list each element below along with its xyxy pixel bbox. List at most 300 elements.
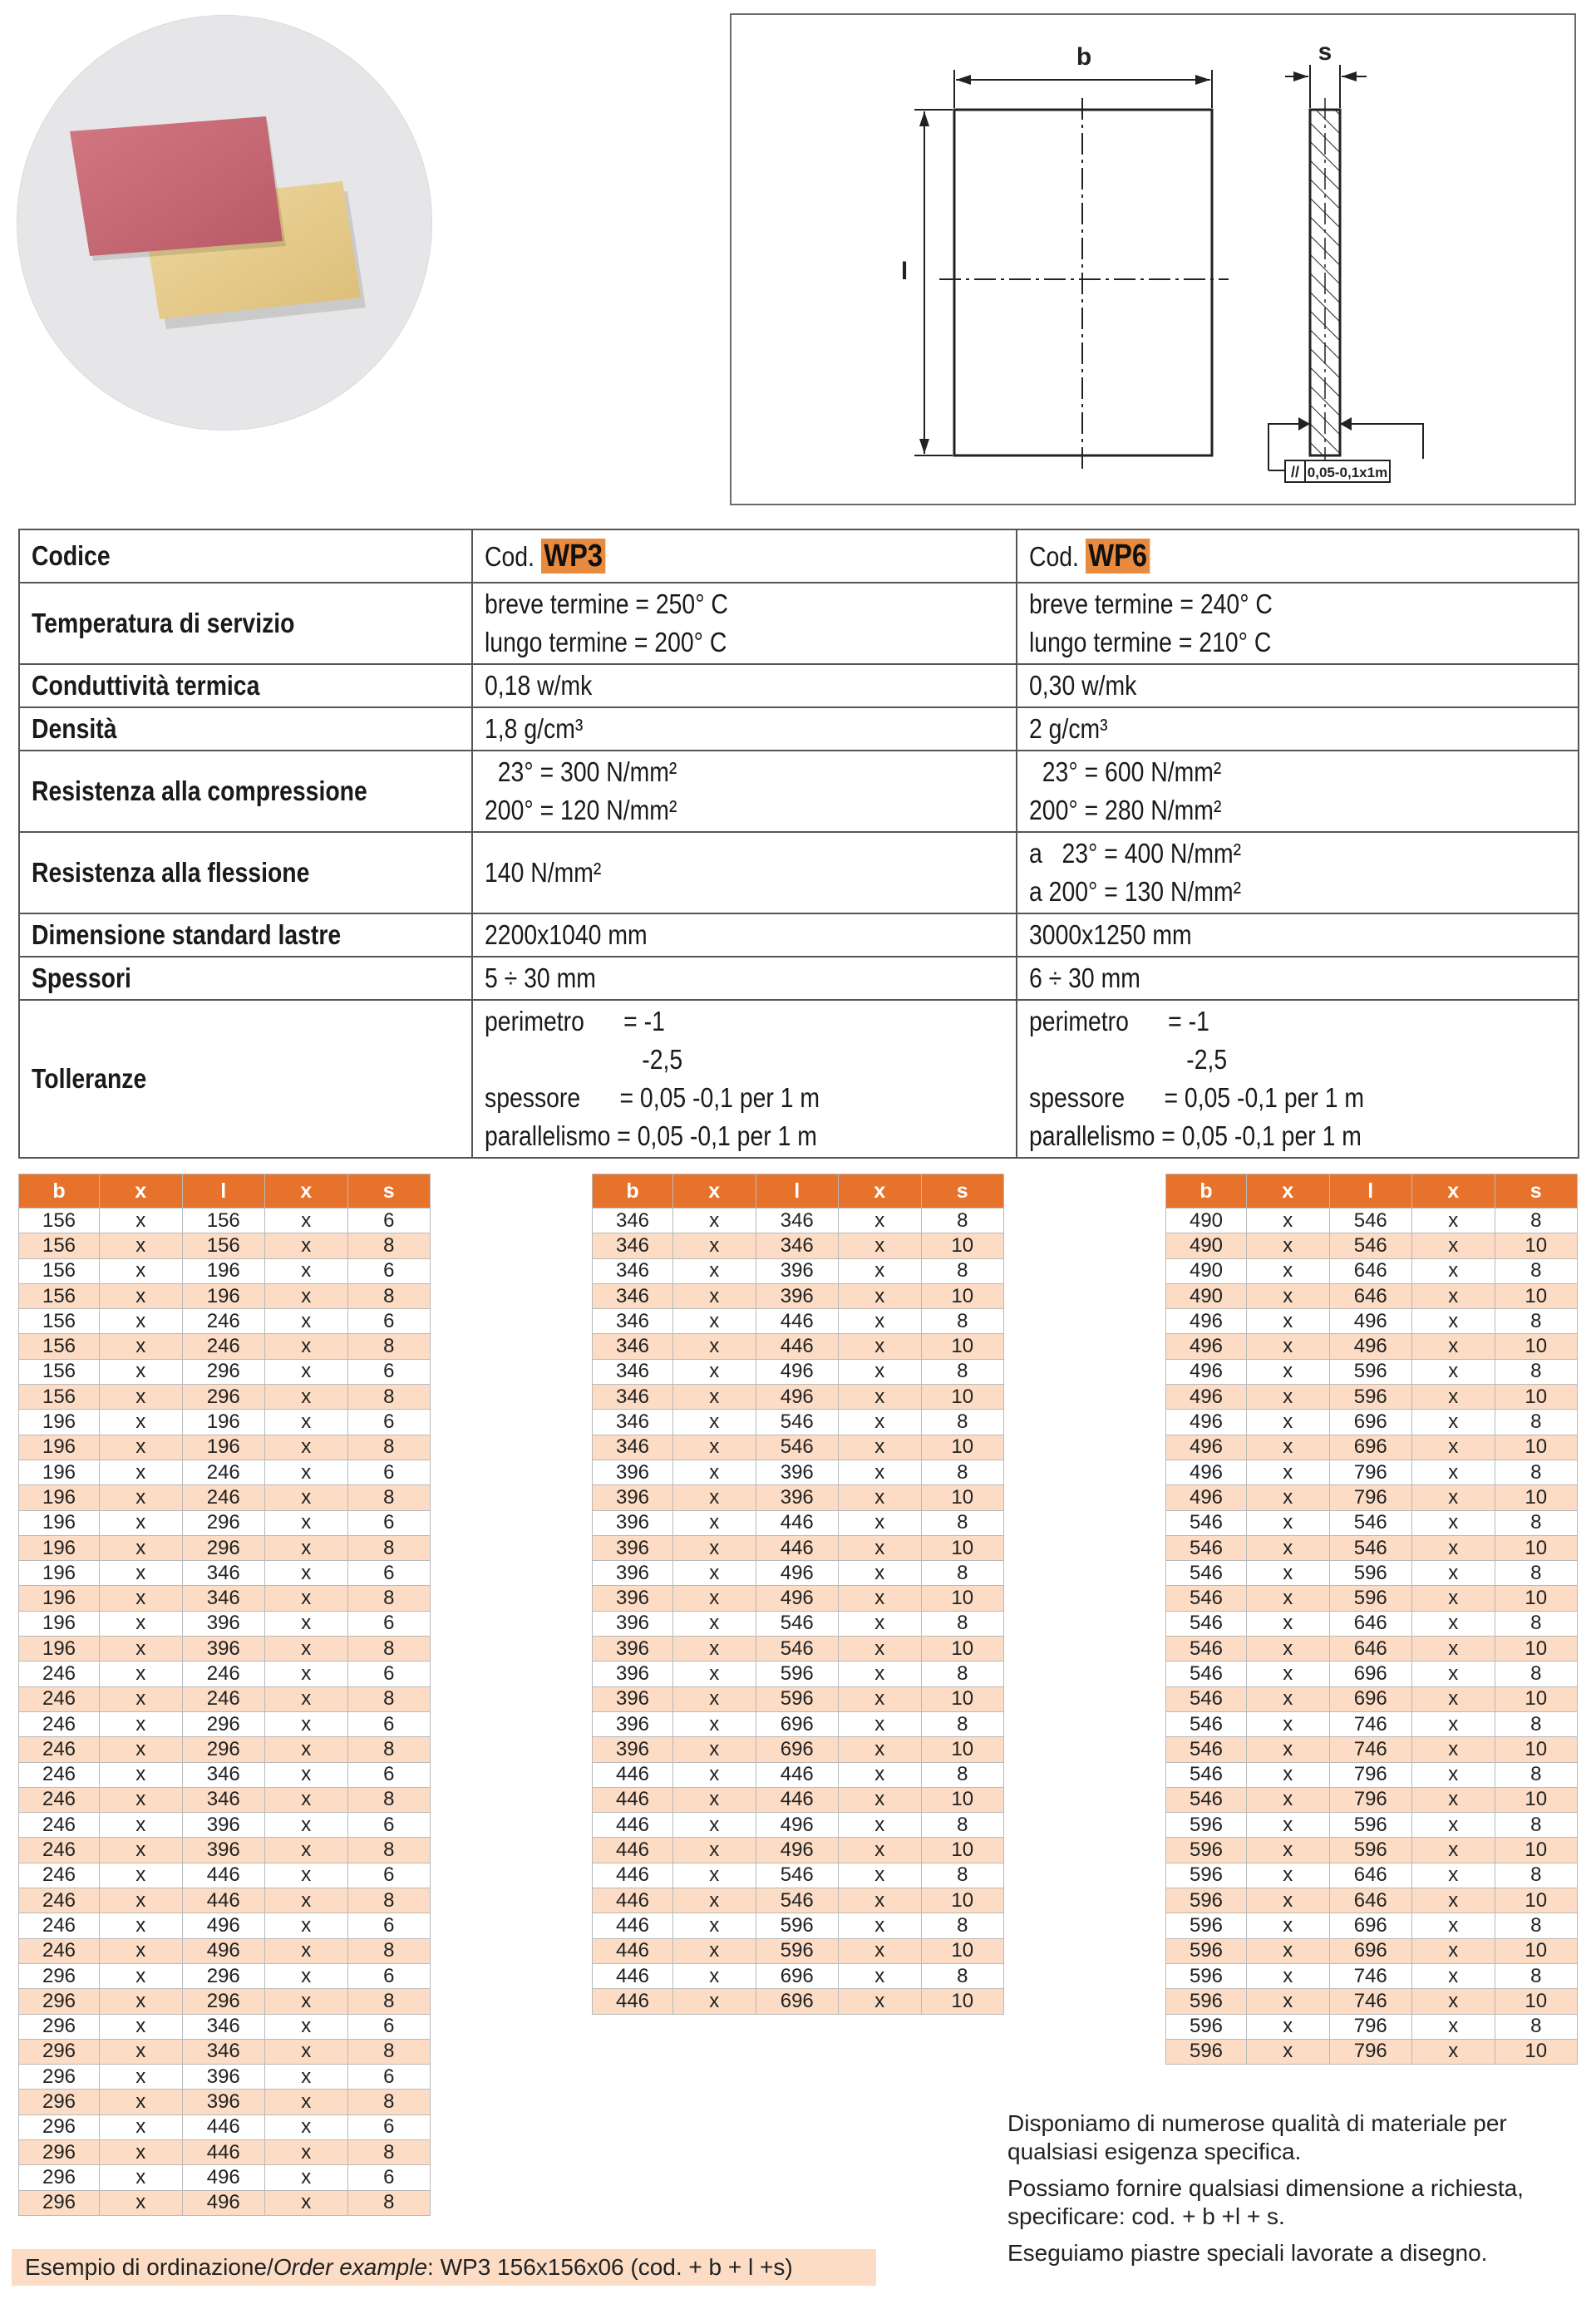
size-cell: 446 <box>593 1888 673 1913</box>
order-example-label-it: Esempio di ordinazione/ <box>25 2254 273 2280</box>
size-cell: 696 <box>1329 1913 1412 1938</box>
size-cell: x <box>100 1963 183 1988</box>
size-cell: 296 <box>19 2190 100 2215</box>
size-cell: 696 <box>756 1737 839 1762</box>
size-cell: 196 <box>19 1611 100 1636</box>
table-row <box>1166 1435 1578 1460</box>
size-header-x: x <box>100 1174 183 1209</box>
wp3-value-line: lungo termine = 200° C <box>485 627 727 657</box>
size-cell: x <box>100 2014 183 2039</box>
table-row <box>19 2114 431 2139</box>
size-cell: 10 <box>921 1385 1004 1410</box>
wp3-value-line: -2,5 <box>485 1044 683 1075</box>
size-cell: 396 <box>756 1258 839 1283</box>
table-row <box>19 1762 431 1787</box>
size-cell: 8 <box>347 2090 431 2114</box>
size-cell: 346 <box>593 1283 673 1308</box>
size-cell: 6 <box>347 1359 431 1384</box>
notes <box>1007 2109 1589 2276</box>
size-cell: 596 <box>756 1686 839 1711</box>
size-cell: 10 <box>1495 1233 1578 1258</box>
size-cell: x <box>1412 1686 1495 1711</box>
size-cell: 6 <box>347 1762 431 1787</box>
size-cell: 446 <box>182 2139 265 2164</box>
size-cell: 156 <box>19 1283 100 1308</box>
size-cell: 496 <box>1166 1410 1247 1435</box>
size-cell: 446 <box>593 1863 673 1888</box>
size-cell: x <box>1412 1233 1495 1258</box>
size-cell: 296 <box>19 2014 100 2039</box>
size-cell: x <box>673 1661 756 1686</box>
spec-header-label: Codice <box>32 540 111 571</box>
table-row <box>19 1258 431 1283</box>
size-cell: 6 <box>347 2114 431 2139</box>
wp3-value-line: 2200x1040 mm <box>485 919 648 950</box>
size-cell: 8 <box>1495 1863 1578 1888</box>
wp6-value-line: a 200° = 130 N/mm² <box>1029 876 1242 907</box>
size-cell: x <box>265 1209 348 1233</box>
size-cell: 346 <box>593 1233 673 1258</box>
size-cell: 296 <box>182 1989 265 2014</box>
size-cell: x <box>100 1938 183 1963</box>
wp6-value-line: 0,30 w/mk <box>1029 670 1137 701</box>
table-row <box>593 1410 1004 1435</box>
red-sheet <box>70 116 283 256</box>
size-cell: x <box>839 1460 922 1484</box>
size-cell: 8 <box>1495 1762 1578 1787</box>
size-cell: x <box>839 1888 922 1913</box>
spec-row <box>19 957 1579 1000</box>
size-cell: x <box>100 1813 183 1838</box>
size-cell: 546 <box>1329 1535 1412 1560</box>
size-cell: x <box>265 1989 348 2014</box>
size-cell: 296 <box>182 1359 265 1384</box>
size-cell: x <box>100 1485 183 1510</box>
size-cell: 596 <box>1329 1359 1412 1384</box>
size-cell: x <box>1247 1661 1330 1686</box>
size-cell: 746 <box>1329 1963 1412 1988</box>
spec-row <box>19 664 1579 707</box>
size-cell: 446 <box>756 1510 839 1535</box>
size-cell: x <box>839 1510 922 1535</box>
size-cell: 6 <box>347 1661 431 1686</box>
size-cell: x <box>673 1334 756 1359</box>
size-cell: 296 <box>182 1737 265 1762</box>
wp6-value-line: 6 ÷ 30 mm <box>1029 962 1140 993</box>
size-cell: 546 <box>1166 1561 1247 1586</box>
size-cell: 156 <box>19 1233 100 1258</box>
size-cell: 8 <box>347 1686 431 1711</box>
size-cell: x <box>265 1737 348 1762</box>
size-cell: 446 <box>756 1762 839 1787</box>
size-header-x: x <box>1412 1174 1495 1209</box>
size-cell: x <box>1247 1611 1330 1636</box>
table-row <box>593 1838 1004 1863</box>
size-cell: x <box>839 1838 922 1863</box>
size-cell: 8 <box>921 1863 1004 1888</box>
size-cell: 196 <box>19 1510 100 1535</box>
size-cell: x <box>100 1209 183 1233</box>
size-cell: x <box>839 1209 922 1233</box>
size-cell: 596 <box>1166 1989 1247 2014</box>
size-cell: 446 <box>756 1535 839 1560</box>
size-cell: 396 <box>593 1686 673 1711</box>
table-row <box>1166 1510 1578 1535</box>
size-cell: x <box>839 1938 922 1963</box>
size-cell: 696 <box>756 1989 839 2014</box>
size-cell: 496 <box>756 1561 839 1586</box>
note-materials: Disponiamo di numerose qualità di materiale per qualsiasi esigenza specifica. <box>1007 2110 1507 2164</box>
order-example-text: : WP3 156x156x06 (cod. + b + l +s) <box>427 2254 793 2280</box>
size-cell: 246 <box>19 1863 100 1888</box>
size-cell: x <box>1247 1711 1330 1736</box>
size-cell: 10 <box>921 1586 1004 1611</box>
size-cell: 10 <box>921 1637 1004 1661</box>
size-cell: x <box>100 2190 183 2215</box>
size-cell: x <box>1247 1485 1330 1510</box>
size-cell: x <box>100 1510 183 1535</box>
size-cell: 496 <box>182 1913 265 1938</box>
size-cell: 8 <box>1495 1711 1578 1736</box>
size-cell: 396 <box>593 1637 673 1661</box>
size-cell: x <box>1247 1989 1330 2014</box>
size-cell: 446 <box>593 1838 673 1863</box>
table-row <box>19 1561 431 1586</box>
size-cell: x <box>265 1535 348 1560</box>
size-cell: 546 <box>756 1863 839 1888</box>
table-row <box>1166 1334 1578 1359</box>
size-cell: x <box>1247 1586 1330 1611</box>
size-cell: x <box>265 1611 348 1636</box>
size-cell: 196 <box>19 1485 100 1510</box>
size-header-s: s <box>1495 1174 1578 1209</box>
table-row <box>19 1963 431 1988</box>
size-cell: 446 <box>593 1938 673 1963</box>
size-cell: x <box>100 1787 183 1812</box>
size-cell: 10 <box>1495 1787 1578 1812</box>
size-cell: 196 <box>19 1435 100 1460</box>
size-cell: x <box>100 1283 183 1308</box>
size-cell: x <box>1247 1813 1330 1838</box>
size-cell: 396 <box>182 1611 265 1636</box>
size-cell: 10 <box>1495 1989 1578 2014</box>
size-cell: 246 <box>19 1838 100 1863</box>
size-cell: 746 <box>1329 1737 1412 1762</box>
size-header-s: s <box>347 1174 431 1209</box>
spec-row-label: Resistenza alla compressione <box>32 775 367 806</box>
table-row <box>1166 1460 1578 1484</box>
size-cell: 6 <box>347 2165 431 2190</box>
size-header-l: l <box>756 1174 839 1209</box>
size-cell: x <box>673 1385 756 1410</box>
size-cell: x <box>673 1813 756 1838</box>
size-cell: x <box>100 1863 183 1888</box>
size-cell: 10 <box>1495 1888 1578 1913</box>
size-cell: 8 <box>1495 1661 1578 1686</box>
table-row <box>593 1787 1004 1812</box>
table-row <box>1166 1863 1578 1888</box>
size-cell: x <box>265 2039 348 2064</box>
size-cell: 496 <box>1166 1359 1247 1384</box>
table-row <box>1166 1838 1578 1863</box>
size-cell: 396 <box>593 1485 673 1510</box>
size-cell: 156 <box>19 1309 100 1334</box>
size-cell: x <box>100 1888 183 1913</box>
size-cell: 596 <box>1166 1838 1247 1863</box>
size-cell: x <box>1412 1586 1495 1611</box>
table-row <box>19 2065 431 2090</box>
table-row <box>593 1586 1004 1611</box>
wp3-value-line: parallelismo = 0,05 -0,1 per 1 m <box>485 1120 817 1151</box>
wp6-value-line: spessore = 0,05 -0,1 per 1 m <box>1029 1082 1365 1113</box>
size-cell: 396 <box>593 1711 673 1736</box>
size-cell: x <box>673 1485 756 1510</box>
size-cell: x <box>100 1233 183 1258</box>
size-cell: 696 <box>756 1711 839 1736</box>
table-row <box>593 1637 1004 1661</box>
dim-l-label: l <box>900 258 909 285</box>
table-row <box>19 1863 431 1888</box>
size-cell: 10 <box>1495 1535 1578 1560</box>
table-row <box>19 1309 431 1334</box>
size-cell: x <box>1412 1963 1495 1988</box>
size-table-header <box>19 1174 431 1209</box>
size-cell: x <box>1247 1838 1330 1863</box>
size-cell: x <box>1412 1913 1495 1938</box>
size-cell: 546 <box>1166 1510 1247 1535</box>
table-row <box>19 1283 431 1308</box>
table-row <box>593 1283 1004 1308</box>
table-row <box>19 1586 431 1611</box>
size-cell: x <box>100 1762 183 1787</box>
table-row <box>593 1435 1004 1460</box>
size-cell: x <box>265 1485 348 1510</box>
size-cell: 10 <box>1495 1586 1578 1611</box>
wp6-value-line: lungo termine = 210° C <box>1029 627 1272 657</box>
table-row <box>19 1334 431 1359</box>
table-row <box>1166 1485 1578 1510</box>
size-cell: x <box>1247 1561 1330 1586</box>
size-cell: x <box>265 2065 348 2090</box>
size-cell: 490 <box>1166 1283 1247 1308</box>
note-special-plates: Eseguiamo piastre speciali lavorate a disegno. <box>1007 2240 1488 2266</box>
size-cell: 8 <box>921 1661 1004 1686</box>
size-cell: x <box>265 1258 348 1283</box>
size-cell: 296 <box>182 1963 265 1988</box>
size-cell: x <box>265 1309 348 1334</box>
wp6-value-line: breve termine = 240° C <box>1029 588 1273 619</box>
size-cell: x <box>265 1863 348 1888</box>
size-cell: 446 <box>756 1787 839 1812</box>
table-row <box>19 1385 431 1410</box>
size-cell: 6 <box>347 1561 431 1586</box>
size-cell: 596 <box>1166 1938 1247 1963</box>
size-cell: 646 <box>1329 1888 1412 1913</box>
wp6-value-line: 2 g/cm³ <box>1029 713 1108 744</box>
table-row <box>1166 1661 1578 1686</box>
size-cell: x <box>1247 1410 1330 1435</box>
size-cell: 8 <box>1495 1913 1578 1938</box>
order-example-label-en: Order example <box>273 2254 428 2280</box>
size-cell: x <box>265 2090 348 2114</box>
size-cell: x <box>1247 1963 1330 1988</box>
size-cell: 496 <box>1166 1460 1247 1484</box>
size-cell: x <box>839 1334 922 1359</box>
size-cell: 496 <box>756 1586 839 1611</box>
table-row <box>19 2090 431 2114</box>
size-cell: x <box>839 1535 922 1560</box>
size-cell: 346 <box>182 1561 265 1586</box>
size-cell: 696 <box>1329 1410 1412 1435</box>
size-cell: x <box>100 1258 183 1283</box>
size-cell: x <box>100 1611 183 1636</box>
table-row <box>1166 1963 1578 1988</box>
table-row <box>1166 1787 1578 1812</box>
size-cell: 596 <box>1166 1813 1247 1838</box>
size-cell: x <box>265 1913 348 1938</box>
wp3-value-line: 140 N/mm² <box>485 857 602 888</box>
size-cell: 646 <box>1329 1637 1412 1661</box>
size-cell: 546 <box>1329 1233 1412 1258</box>
size-cell: x <box>673 1787 756 1812</box>
size-cell: 296 <box>19 2165 100 2190</box>
size-cell: 746 <box>1329 1711 1412 1736</box>
size-cell: 8 <box>347 1637 431 1661</box>
size-table-header <box>593 1174 1004 1209</box>
size-cell: 596 <box>756 1913 839 1938</box>
size-cell: 246 <box>182 1485 265 1510</box>
size-cell: 596 <box>1166 2039 1247 2064</box>
size-cell: 646 <box>1329 1258 1412 1283</box>
size-cell: x <box>265 1510 348 1535</box>
size-cell: x <box>1412 1209 1495 1233</box>
size-cell: 8 <box>921 1209 1004 1233</box>
size-cell: 196 <box>182 1258 265 1283</box>
size-cell: 296 <box>19 2065 100 2090</box>
table-row <box>19 1637 431 1661</box>
size-cell: x <box>673 1359 756 1384</box>
size-cell: 546 <box>756 1410 839 1435</box>
wp6-value-line: parallelismo = 0,05 -0,1 per 1 m <box>1029 1120 1362 1151</box>
size-cell: x <box>1247 1737 1330 1762</box>
size-cell: 546 <box>1166 1686 1247 1711</box>
spec-row-label: Dimensione standard lastre <box>32 919 342 950</box>
size-cell: 596 <box>756 1938 839 1963</box>
table-row <box>593 1762 1004 1787</box>
table-row <box>1166 1209 1578 1233</box>
size-cell: 396 <box>756 1485 839 1510</box>
size-cell: x <box>1247 1309 1330 1334</box>
size-cell: 246 <box>19 1888 100 1913</box>
size-cell: 796 <box>1329 1485 1412 1510</box>
size-cell: x <box>100 1435 183 1460</box>
size-cell: 296 <box>19 1963 100 1988</box>
size-cell: 396 <box>182 1813 265 1838</box>
table-row <box>1166 1611 1578 1636</box>
size-cell: 246 <box>19 1787 100 1812</box>
size-cell: x <box>265 1686 348 1711</box>
table-row <box>593 1737 1004 1762</box>
size-cell: 196 <box>19 1637 100 1661</box>
size-cell: 246 <box>19 1762 100 1787</box>
size-cell: 546 <box>756 1611 839 1636</box>
table-row <box>593 1913 1004 1938</box>
size-cell: 496 <box>1329 1309 1412 1334</box>
size-cell: 396 <box>593 1535 673 1560</box>
table-row <box>19 1485 431 1510</box>
size-cell: 546 <box>1329 1209 1412 1233</box>
size-cell: 10 <box>1495 1737 1578 1762</box>
size-cell: 8 <box>921 1309 1004 1334</box>
size-cell: 10 <box>1495 1938 1578 1963</box>
size-cell: 246 <box>182 1686 265 1711</box>
table-row <box>593 1863 1004 1888</box>
table-row <box>19 1410 431 1435</box>
size-cell: x <box>100 1913 183 1938</box>
table-row <box>19 2039 431 2064</box>
order-example <box>12 2249 876 2286</box>
size-cell: 246 <box>19 1813 100 1838</box>
size-cell: x <box>1412 1863 1495 1888</box>
size-cell: x <box>839 1661 922 1686</box>
size-cell: x <box>1412 1535 1495 1560</box>
size-cell: 10 <box>921 1989 1004 2014</box>
size-header-x: x <box>839 1174 922 1209</box>
size-cell: x <box>839 1435 922 1460</box>
size-cell: x <box>1247 1283 1330 1308</box>
size-cell: 396 <box>593 1510 673 1535</box>
table-row <box>19 1938 431 1963</box>
size-cell: 8 <box>921 1561 1004 1586</box>
size-cell: 546 <box>756 1435 839 1460</box>
size-cell: x <box>839 1913 922 1938</box>
size-cell: x <box>100 1989 183 2014</box>
size-cell: 246 <box>182 1661 265 1686</box>
size-cell: x <box>265 1963 348 1988</box>
size-cell: x <box>1412 1334 1495 1359</box>
size-cell: 296 <box>19 2139 100 2164</box>
size-cell: x <box>839 1410 922 1435</box>
wp3-value-line: 0,18 w/mk <box>485 670 593 701</box>
size-cell: 8 <box>1495 1258 1578 1283</box>
size-cell: 496 <box>1166 1334 1247 1359</box>
size-cell: x <box>265 1334 348 1359</box>
size-cell: x <box>265 1561 348 1586</box>
size-cell: x <box>265 1233 348 1258</box>
size-cell: 8 <box>347 1989 431 2014</box>
size-cell: 8 <box>347 1233 431 1258</box>
size-cell: x <box>673 1863 756 1888</box>
size-cell: x <box>1247 1510 1330 1535</box>
size-header-x: x <box>1247 1174 1330 1209</box>
table-row <box>19 1787 431 1812</box>
wp6-value-line: 200° = 280 N/mm² <box>1029 795 1222 825</box>
size-cell: 10 <box>921 1485 1004 1510</box>
size-cell: x <box>265 1787 348 1812</box>
size-cell: 646 <box>1329 1283 1412 1308</box>
size-cell: 446 <box>593 1963 673 1988</box>
size-cell: 346 <box>182 1586 265 1611</box>
table-row <box>1166 1711 1578 1736</box>
table-row <box>1166 1385 1578 1410</box>
size-cell: 6 <box>347 2014 431 2039</box>
size-cell: x <box>673 1258 756 1283</box>
size-header-x: x <box>673 1174 756 1209</box>
size-cell: 490 <box>1166 1258 1247 1283</box>
size-cell: x <box>673 1510 756 1535</box>
size-cell: 496 <box>1166 1435 1247 1460</box>
table-row <box>19 1838 431 1863</box>
